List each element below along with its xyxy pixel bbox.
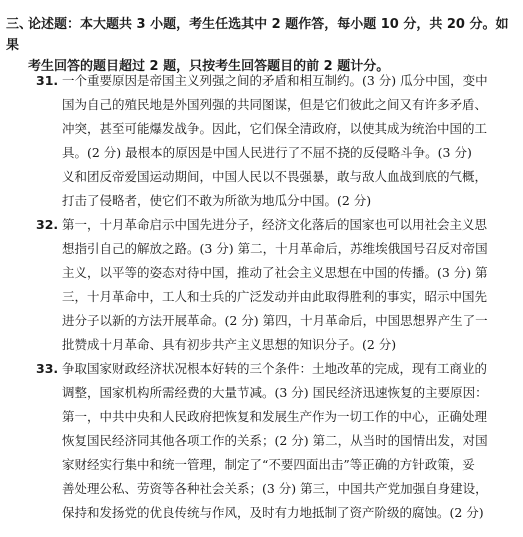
answer-line: 主义，以平等的姿态对待中国，推动了社会主义思想在中国的传播。(3 分) 第: [62, 265, 488, 280]
answer-line: 想指引自己的解放之路。(3 分) 第二，十月革命后，苏维埃俄国号召反对帝国: [62, 241, 488, 256]
answer-31: [0, 69, 523, 213]
answer-line: 义和团反帝爱国运动期间，中国人民以不畏强暴，敢与敌人血战到底的气概，: [62, 169, 488, 184]
answer-line: 调整，国家机构所需经费的大量节减。(3 分) 国民经济迅速恢复的主要原因：: [62, 385, 488, 400]
answer-line: 争取国家财政经济状况根本好转的三个条件：土地改革的完成，现有工商业的: [62, 361, 488, 376]
answer-line: 国为自己的殖民地是外国列强的共同图谋，但是它们彼此之间又有许多矛盾、: [62, 97, 488, 112]
answer-number: 32.: [36, 217, 59, 232]
answer-line: 具。(2 分) 最根本的原因是中国人民进行了不屈不挠的反侵略斗争。(3 分): [62, 145, 472, 160]
answer-line: 打击了侵略者，使它们不敢为所欲为地瓜分中国。(2 分): [62, 193, 372, 208]
answer-line: 批赞成十月革命、具有初步共产主义思想的知识分子。(2 分): [62, 337, 397, 352]
answer-number: 33.: [36, 361, 59, 376]
answer-line: 进分子以新的方法开展革命。(2 分) 第四，十月革命后，中国思想界产生了一: [62, 313, 488, 328]
section-heading: [6, 14, 518, 77]
answer-line: 第一，十月革命启示中国先进分子，经济文化落后的国家也可以用社会主义思: [62, 217, 488, 232]
section-heading-line-1: 论述题：本大题共 3 小题，考生任选其中 2 题作答，每小题 10 分，共 20 分。如果: [6, 17, 509, 53]
answer-line: 一个重要原因是帝国主义列强之间的矛盾和相互制约。(3 分) 瓜分中国，变中: [62, 73, 488, 88]
answer-line: 家财经实行集中和统一管理，制定了“不要四面出击”等正确的方针政策，妥: [62, 457, 475, 472]
section-number: 三、: [6, 17, 33, 32]
answer-line: 善处理公私、劳资等各种社会关系；(3 分) 第三，中国共产党加强自身建设，: [62, 481, 488, 496]
answer-33: [0, 357, 523, 525]
answer-line: 三，十月革命中，工人和士兵的广泛发动并由此取得胜利的事实，昭示中国先: [62, 289, 488, 304]
answer-number: 31.: [36, 73, 59, 88]
answer-line: 保持和发扬党的优良传统与作风，及时有力地抵制了资产阶级的腐蚀。(2 分): [62, 505, 484, 520]
answer-line: 第一，中共中央和人民政府把恢复和发展生产作为一切工作的中心，正确处理: [62, 409, 488, 424]
answer-32: [0, 213, 523, 357]
answer-line: 恢复国民经济同其他各项工作的关系；(2 分) 第二，从当时的国情出发，对国: [62, 433, 488, 448]
answer-line: 冲突，甚至可能爆发战争。因此，它们保全清政府，以使其成为统治中国的工: [62, 121, 488, 136]
answer-list: [0, 69, 523, 525]
section-heading-line-2: 考生回答的题目超过 2 题，只按考生回答题目的前 2 题计分。: [28, 59, 390, 74]
